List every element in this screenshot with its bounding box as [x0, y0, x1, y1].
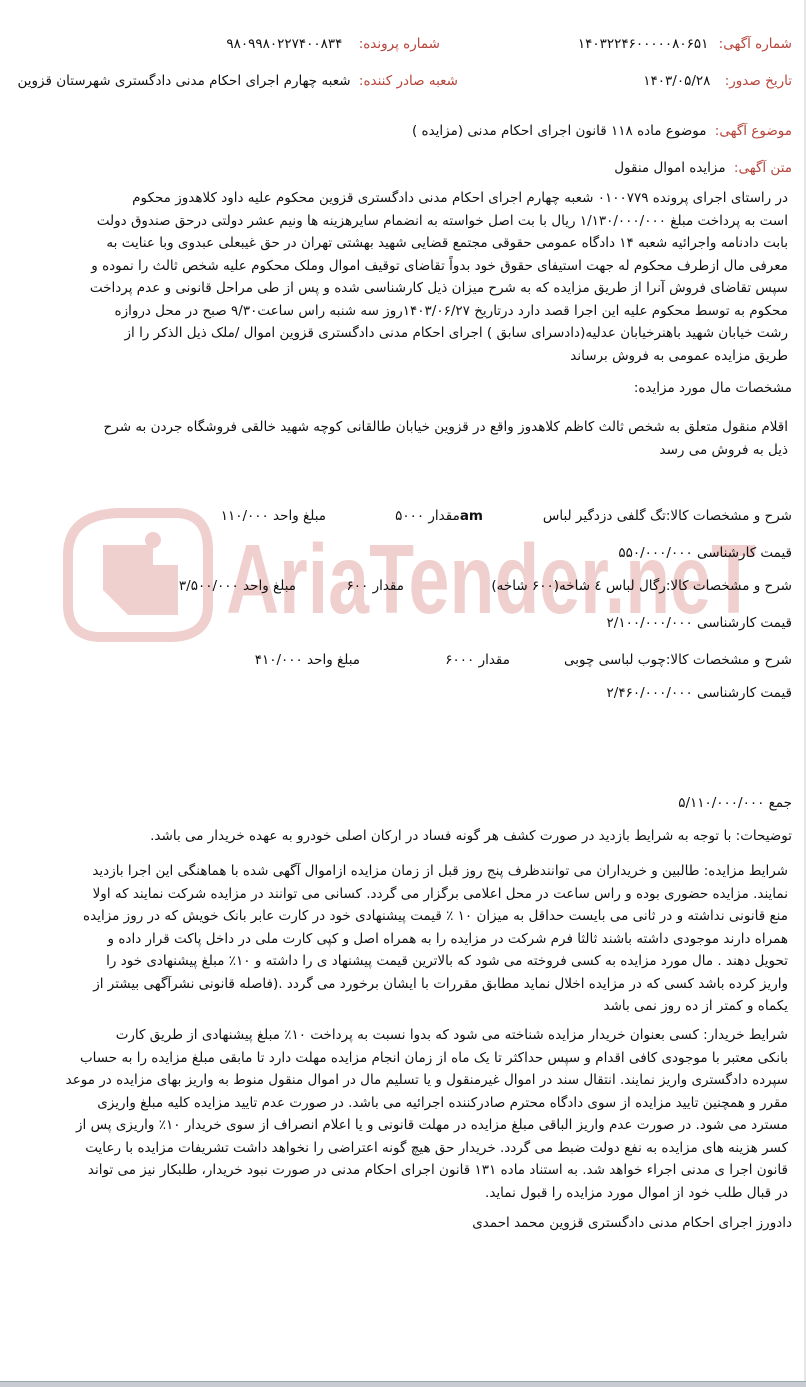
intro-line: محکوم به توسط محکوم علیه این اجرا قصد دارد درتاریخ ۱۴۰۳/۰۶/۲۷روز سه شنبه راس ساعت۹/۳۰ صبح در محل دروازه	[114, 302, 788, 319]
specs-intro	[12, 416, 788, 461]
intro-line: طریق مزایده عمومی به فروش برساند	[570, 347, 788, 364]
item-3-desc: شرح و مشخصات کالا:چوب لباسی چوبی	[564, 652, 792, 668]
buyer-terms-line: مقرر و همچنین تایید مزایده از سوی دادگاه محترم صادرکننده اجرائیه می باشد. در صورت عدم تایید مزایده کلیه مبلغ واریزی	[97, 1094, 788, 1111]
item-2-appraisal: قیمت کارشناسی ۲/۱۰۰/۰۰۰/۰۰۰	[606, 615, 792, 631]
notice-number-field	[578, 36, 792, 52]
item-1-appraisal: قیمت کارشناسی ۵۵۰/۰۰۰/۰۰۰	[618, 545, 792, 561]
notice-text-field	[614, 160, 792, 176]
intro-line: رشت خیابان شهید باهنرخیابان عدلیه(دادسرای سابق ) اجرای احکام مدنی دادگستری قزوین اموال /ملک ذیل الذکر را از	[124, 325, 788, 341]
buyer-terms-line: سپرده دادگستری واریز نمایند. انتقال سند در اموال غیرمنقول و یا تسلیم مال در اموال منقول منوط به واریز بهای مزایده در موعد	[65, 1072, 788, 1088]
buyer-terms-line: قانون اجرا ی مدنی اجراء خواهد شد. به استناد ماده ۱۳۱ قانون اجرای احکام مدنی در صورت نبود خریدار، طلبکار نیز می تواند	[87, 1162, 788, 1178]
item-1-unit-mark: am	[459, 508, 483, 524]
issuer-field	[17, 73, 458, 89]
buyer-terms	[12, 1024, 788, 1204]
specs-title: مشخصات مال مورد مزایده:	[633, 380, 792, 396]
issue-date: ۱۴۰۳/۰۵/۲۸	[643, 73, 711, 89]
case-number: ۹۸۰۹۹۸۰۲۲۷۴۰۰۸۳۴	[226, 36, 343, 52]
item-2-qty: مقدار ۶۰۰	[346, 578, 404, 594]
subject-label: موضوع آگهی:	[714, 123, 792, 139]
intro-paragraph	[12, 187, 788, 367]
buyer-terms-line: بانکی معتبر با موجودی کافی اقدام و سپس حداکثر تا یک ماه از زمان انجام مزایده مهلت دارد تا مابقی مبلغ مزایده را به حساب	[79, 1049, 788, 1066]
subject-field	[412, 123, 792, 139]
hand-cursor-icon	[68, 513, 208, 637]
intro-line: معرفی مال ازطرف محکوم له جهت استیفای حقوق خود بدواً تقاضای توقیف اموال وملک محکوم علیه شخص ثالث را نموده و	[91, 257, 788, 274]
issue-date-field	[643, 73, 792, 89]
auction-terms-line: منع قانونی نداشته و در ثانی می بایست حداقل به میزان ۱۰ ٪ قیمت پیشنهادی خود در کارت عابر بانک خویش که در روز مزایده	[83, 908, 788, 924]
item-3-appraisal: قیمت کارشناسی ۲/۴۶۰/۰۰۰/۰۰۰	[606, 685, 792, 701]
item-2-desc: شرح و مشخصات کالا:رگال لباس ٤ شاخه(۶۰۰ شاخه)	[491, 578, 792, 594]
issuer-name: شعبه چهارم اجرای احکام مدنی دادگستری شهرستان قزوین	[17, 73, 351, 89]
notice-text-value: مزایده اموال منقول	[614, 160, 726, 176]
notice-number: ۱۴۰۳۲۲۴۶۰۰۰۰۰۸۰۶۵۱	[577, 36, 709, 52]
case-number-field	[226, 36, 440, 52]
item-3-unit-price: مبلغ واحد ۴۱۰/۰۰۰	[254, 652, 360, 668]
item-1-qty	[395, 508, 483, 524]
item-1-desc: شرح و مشخصات کالا:تگ گلفی دزدگیر لباس	[542, 508, 792, 524]
buyer-terms-line: در قبال طلب خود از اموال مورد مزایده را قبول نماید.	[485, 1184, 788, 1201]
intro-line: سپس تقاضای فروش آنرا از طریق مزایده که به شرح میزان ذیل کارشناسی شده و پس از طی مراحل قانونی و عدم پرداخت	[89, 280, 788, 296]
auction-terms-line: نمایند. مزایده حضوری بوده و راس ساعت در محل اعلامی برگزار می گردد. کسانی می توانند در مزایده شرکت نمایند که اولا	[92, 885, 788, 902]
case-number-label: شماره پرونده:	[358, 36, 440, 52]
notes: توضیحات: با توجه به شرایط بازدید در صورت کشف هر گونه فساد در ارکان اصلی خودرو به عهده خریدار می باشد.	[150, 828, 792, 844]
notice-number-label: شماره آگهی:	[718, 36, 792, 52]
auction-terms-line: تحویل دهند . مال مورد مزایده به کسی فروخته می شود که بالاترین قیمت پیشنهاد ی را داشته و ۱۰٪ مبلغ پیشنهادی خود را	[106, 953, 788, 969]
item-3-qty: مقدار ۶۰۰۰	[445, 652, 510, 668]
auction-terms-line: شرایط مزایده: طالبین و خریداران می توانندظرف پنج روز قبل از زمان مزایده ازاموال آگهی شده با هماهنگی این اجرا بازدید	[92, 863, 788, 879]
notice-text-label: متن آگهی:	[733, 160, 792, 176]
total-amount: جمع ۵/۱۱۰/۰۰۰/۰۰۰	[678, 795, 792, 811]
bottom-scrollbar[interactable]	[0, 1381, 806, 1387]
intro-line: بابت دادنامه واجرائیه شعبه ۱۴ دادگاه عمومی حقوقی مجتمع قضایی شهید بهشتی تهران در حق غیبعلی عبدوی وبا عنایت به	[106, 235, 788, 251]
buyer-terms-line: کسر هزینه های مزایده به نفع دولت ضبط می گردد. خریدار حق هیچ گونه اعتراضی را نخواهد داشت تشریفات مزایده با رعایت	[85, 1139, 788, 1156]
issuer-label: شعبه صادر کننده:	[358, 73, 458, 89]
buyer-terms-line: شرایط خریدار: کسی بعنوان خریدار مزایده شناخته می شود که بدوا نسبت به پرداخت ۱۰٪ مبلغ پیشنهادی از طریق کارت	[115, 1027, 788, 1043]
auction-terms-line: یکماه و کمتر از ده روز نمی باشد	[603, 998, 788, 1014]
buyer-terms-line: مسترد می شود. در صورت عدم واریز الباقی مبلغ مزایده در مهلت قانونی و یا اعلام انصراف از سوی خریدار ۱۰٪ واریزی پس از	[76, 1117, 788, 1133]
watermark-text: AriaTender.neT	[226, 524, 756, 634]
intro-line: در راستای اجرای پرونده ۰۱۰۰۷۷۹ شعبه چهارم اجرای احکام مدنی دادگستری قزوین محکوم علیه داود کلاهدوز محکوم	[132, 190, 788, 206]
item-1-unit-price: مبلغ واحد ۱۱۰/۰۰۰	[220, 508, 326, 524]
issue-date-label: تاریخ صدور:	[724, 73, 792, 89]
auction-terms-line: همراه دارند موجودی داشته باشند ثالثا فرم شرکت در مزایده را به همراه اصل و کپی کارت ملی در داخل پاکت قرار داده و	[107, 930, 788, 947]
auction-terms-line: واریز کرده باشد کسی که در مزایده اخلال نماید مطابق مقررات با ایشان برخورد می گردد .(فاصله قانونی نشرآگهی بیشتر از	[93, 975, 788, 992]
signature: دادورز اجرای احکام مدنی دادگستری قزوین محمد احمدی	[472, 1215, 792, 1231]
subject-value: موضوع ماده ۱۱۸ قانون اجرای احکام مدنی (مزایده )	[411, 123, 707, 139]
specs-intro-line: ذیل به فروش می رسد	[659, 441, 788, 458]
specs-intro-line: اقلام منقول متعلق به شخص ثالث کاظم کلاهدوز واقع در قزوین خیابان طالقانی کوچه شهید خالقی فروشگاه جردن به شرح	[103, 419, 788, 435]
item-1-qty-text: مقدار ۵۰۰۰	[395, 508, 460, 524]
auction-terms	[12, 860, 788, 1018]
intro-line: است به پرداخت مبلغ ۱/۱۳۰/۰۰۰/۰۰۰ ریال با بت اصل خواسته به انضمام سایرهزینه ها ونیم عشر دولتی درحق صندوق دولت	[96, 212, 788, 229]
item-2-unit-price: مبلغ واحد ۳/۵۰۰/۰۰۰	[178, 578, 296, 594]
